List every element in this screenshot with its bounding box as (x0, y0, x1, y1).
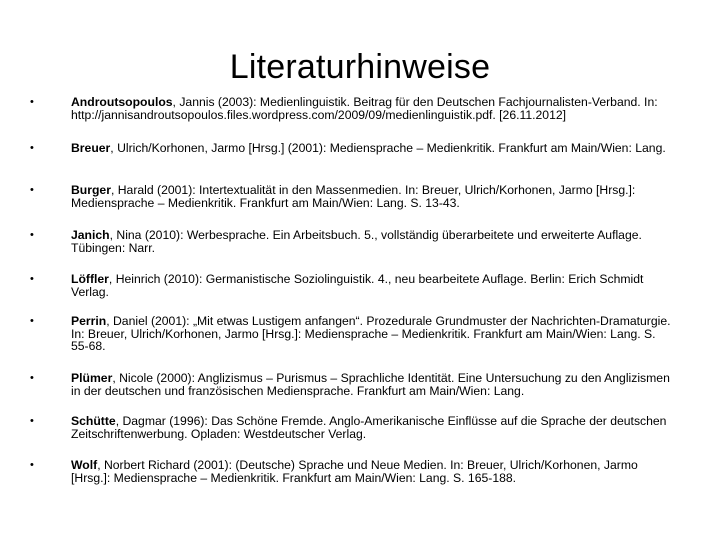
reference-text (71, 315, 671, 353)
reference-text (71, 372, 671, 397)
reference-author: Schütte (71, 414, 116, 428)
bullet-icon: • (30, 184, 34, 196)
reference-author: Androutsopoulos (71, 95, 173, 109)
reference-details: , Harald (2001): Intertextualität in den Massenmedien. In: Breuer, Ulrich/Korhonen, Jarmo [Hrsg.]: Mediensprache – Medienkritik. Frankfurt am Main/Wien: Lang. S. 13-43. (71, 183, 636, 210)
bullet-icon: • (30, 142, 34, 154)
reference-author: Wolf (71, 458, 98, 472)
reference-details: , Daniel (2001): „Mit etwas Lustigem anfangen“. Prozedurale Grundmuster der Nachrichten-Dramaturgie. In: Breuer, Ulrich/Korhonen, Jarmo [Hrsg.]: Mediensprache – Medienkritik. Frankfurt am Main/Wien: Lang. S. 55-68. (71, 314, 671, 353)
bullet-icon: • (30, 96, 34, 108)
reference-text (71, 142, 671, 155)
bullet-icon: • (30, 273, 34, 285)
reference-text (71, 273, 671, 298)
reference-text (71, 184, 671, 209)
reference-text (71, 96, 671, 121)
reference-author: Breuer (71, 141, 111, 155)
bullet-icon: • (30, 459, 34, 471)
reference-details: , Nina (2010): Werbesprache. Ein Arbeitsbuch. 5., vollständig überarbeitete und erweiterte Auflage. Tübingen: Narr. (71, 228, 642, 255)
reference-details: , Dagmar (1996): Das Schöne Fremde. Anglo-Amerikanische Einflüsse auf die Sprache der deutschen Zeitschriftenwerbung. Opladen: Westdeutscher Verlag. (71, 414, 667, 441)
reference-author: Burger (71, 183, 111, 197)
reference-details: , Ulrich/Korhonen, Jarmo [Hrsg.] (2001): Mediensprache – Medienkritik. Frankfurt am Main/Wien: Lang. (110, 141, 666, 155)
reference-author: Plümer (71, 371, 113, 385)
reference-text (71, 415, 671, 440)
reference-author: Löffler (71, 272, 109, 286)
bullet-icon: • (30, 372, 34, 384)
reference-details: , Heinrich (2010): Germanistische Soziolinguistik. 4., neu bearbeitete Auflage. Berlin: Erich Schmidt Verlag. (71, 272, 644, 299)
reference-details: , Nicole (2000): Anglizismus – Purismus – Sprachliche Identität. Eine Untersuchung zu den Anglizismen in der deutschen und französischen Mediensprache. Frankfurt am Main/Wien: Lang. (71, 371, 670, 398)
reference-details: , Norbert Richard (2001): (Deutsche) Sprache und Neue Medien. In: Breuer, Ulrich/Korhonen, Jarmo [Hrsg.]: Mediensprache – Medienkritik. Frankfurt am Main/Wien: Lang. S. 165-188. (71, 458, 638, 485)
bullet-icon: • (30, 315, 34, 327)
reference-author: Janich (71, 228, 110, 242)
reference-details: , Jannis (2003): Medienlinguistik. Beitrag für den Deutschen Fachjournalisten-Verband. In: http://jannisandroutsopoulos.files.wordpress.com/2009/09/medienlinguistik.pdf. [26.11.2012] (71, 95, 658, 122)
reference-text (71, 459, 671, 484)
reference-text (71, 229, 671, 254)
slide-title: Literaturhinweise (229, 48, 491, 86)
reference-author: Perrin (71, 314, 107, 328)
bullet-icon: • (30, 229, 34, 241)
bullet-icon: • (30, 415, 34, 427)
